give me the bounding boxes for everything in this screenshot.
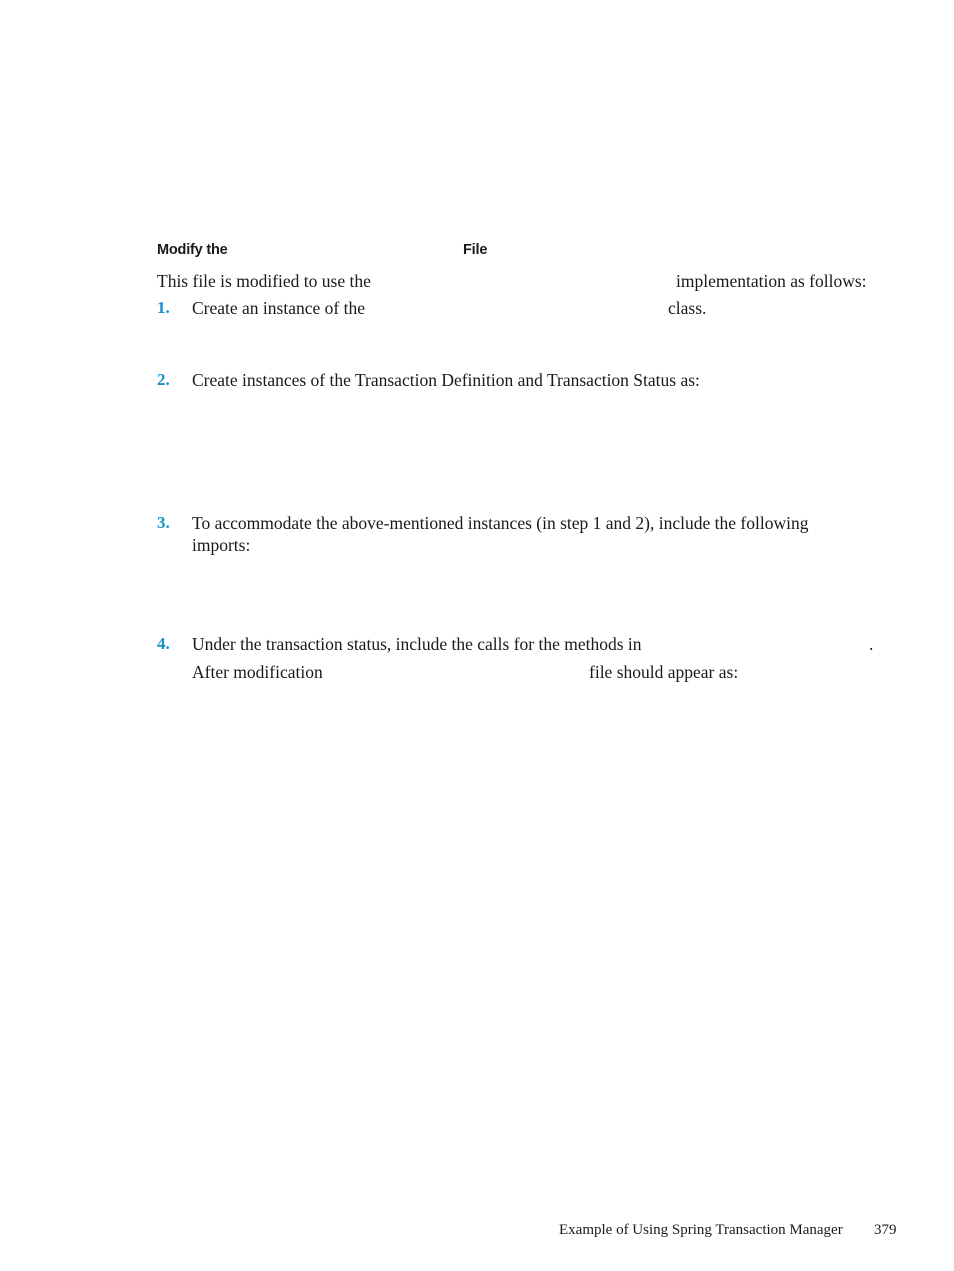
section-heading-prefix: Modify the [157,242,228,258]
step-3-number: 3. [157,513,170,532]
step-3-text-line1: To accommodate the above-mentioned instances (in step 1 and 2), include the following [192,513,809,533]
intro-text-start: This file is modified to use the [157,271,371,291]
step-2-text: Create instances of the Transaction Definition and Transaction Status as: [192,370,700,390]
step-1-text-start: Create an instance of the [192,298,365,318]
footer-page-number: 379 [874,1222,897,1238]
step-1-text-end: class. [668,298,707,318]
step-2-number: 2. [157,370,170,389]
step-4-text-start: Under the transaction status, include the calls for the methods in [192,634,642,654]
footer-title: Example of Using Spring Transaction Manager [559,1222,843,1238]
step-4-after-end: file should appear as: [589,662,739,682]
step-4-after-start: After modification [192,662,323,682]
section-heading-suffix: File [463,242,488,258]
intro-text-end: implementation as follows: [676,271,867,291]
step-3-text-line2: imports: [192,535,251,555]
step-1-number: 1. [157,298,170,317]
step-4-number: 4. [157,634,170,653]
step-4-text-end: . [869,634,874,654]
